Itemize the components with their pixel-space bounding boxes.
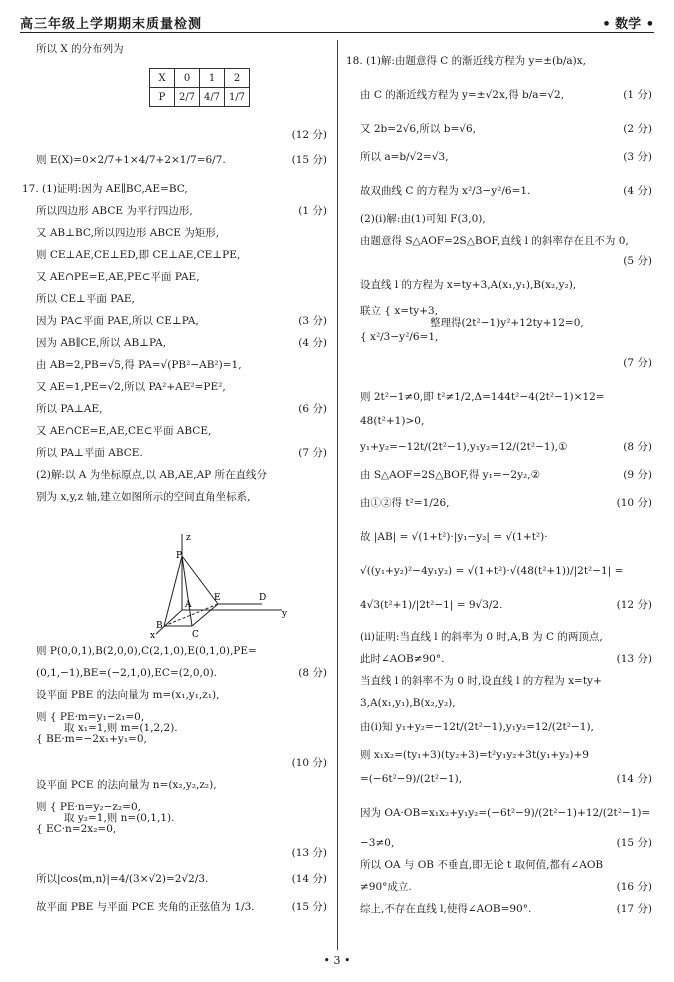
- score-mark: (7 分): [623, 357, 652, 369]
- line-text: y₁+y₂=−12t/(2t²−1),y₁y₂=12/(2t²−1),①: [360, 441, 568, 453]
- line-text: 又 AE∩PE=E,AE,PE⊂平面 PAE,: [36, 271, 200, 283]
- line-text: 因为 OA·OB=x₁x₂+y₁y₂=(−6t²−9)/(2t²−1)+12/(2t²−1)=: [360, 807, 651, 819]
- line-text: 所以 PA⊥AE,: [36, 403, 103, 415]
- score-mark: (13 分): [616, 653, 652, 665]
- line-text: 由①②得 t²=1/26,: [360, 497, 450, 509]
- score-mark: (3 分): [298, 315, 327, 327]
- column-divider: [337, 40, 338, 950]
- line-text: 又 AE∩CE=E,AE,CE⊂平面 ABCE,: [36, 425, 212, 437]
- line-text: 当直线 l 的斜率不为 0 时,设直线 l 的方程为 x=ty+: [360, 675, 602, 687]
- line-text: 则 2t²−1≠0,即 t²≠1/2,Δ=144t²−4(2t²−1)×12=: [360, 391, 605, 403]
- page-header: [20, 10, 654, 33]
- label-B: B: [156, 621, 163, 631]
- score-mark: (12 分): [616, 599, 652, 611]
- score-mark: (15 分): [291, 901, 327, 913]
- label-P: P: [176, 551, 183, 561]
- line-text: =(−6t²−9)/(2t²−1),: [360, 773, 463, 785]
- line-text: 则 { PE·n=y₂−z₂=0,: [36, 801, 141, 813]
- line-text: ≠90°成立.: [360, 881, 412, 893]
- line-text: { BE·m=−2x₁+y₁=0,: [36, 733, 147, 745]
- line-text: 由(i)知 y₁+y₂=−12t/(2t²−1),y₁y₂=12/(2t²−1),: [360, 721, 594, 733]
- line-text: (2)解:以 A 为坐标原点,以 AB,AE,AP 所在直线分: [36, 469, 268, 481]
- line-text: 由题意得 S△AOF=2S△BOF,直线 l 的斜率存在且不为 0,: [360, 235, 629, 247]
- label-z: z: [186, 533, 191, 543]
- score-mark: (9 分): [623, 469, 652, 481]
- table-cell: 0: [175, 69, 200, 88]
- score-mark: (4 分): [298, 337, 327, 349]
- score-mark: (3 分): [623, 151, 652, 163]
- score-mark: (1 分): [298, 205, 327, 217]
- subject-label: • 数学 •: [602, 17, 654, 32]
- score-mark: (15 分): [616, 837, 652, 849]
- line-text: 综上,不存在直线 l,使得∠AOB=90°.: [360, 903, 532, 915]
- score-mark: (1 分): [623, 89, 652, 101]
- table-cell: 1: [200, 69, 225, 88]
- line-text: −3≠0,: [360, 837, 395, 849]
- score-mark: (13 分): [291, 847, 327, 859]
- line-text: 因为 PA⊂平面 PAE,所以 CE⊥PA,: [36, 315, 199, 327]
- line-text: 联立 { x=ty+3,: [360, 305, 439, 317]
- table-cell: P: [150, 88, 175, 107]
- line-text: 所以 CE⊥平面 PAE,: [36, 293, 135, 305]
- distribution-table: [149, 68, 250, 107]
- line-text: { x²/3−y²/6=1,: [360, 331, 439, 343]
- table-cell: 2/7: [175, 88, 200, 107]
- score-mark: (16 分): [616, 881, 652, 893]
- line-text: 所以 PA⊥平面 ABCE.: [36, 447, 143, 459]
- score-mark: (7 分): [298, 447, 327, 459]
- line-text: 则 CE⊥AE,CE⊥ED,即 CE⊥AE,CE⊥PE,: [36, 249, 241, 261]
- line-text: 48(t²+1)>0,: [360, 415, 425, 427]
- line-text: 则 x₁x₂=(ty₁+3)(ty₂+3)=t²y₁y₂+3t(y₁+y₂)+9: [360, 749, 589, 761]
- score-mark: (14 分): [616, 773, 652, 785]
- line-text: 17. (1)证明:因为 AE∥BC,AE=BC,: [22, 183, 188, 195]
- page-number: • 3 •: [323, 954, 351, 967]
- line-text: { EC·n=2x₂=0,: [36, 823, 117, 835]
- label-E: E: [214, 593, 221, 603]
- score-mark: (12 分): [291, 129, 327, 141]
- line-text: 整理得(2t²−1)y²+12ty+12=0,: [430, 317, 584, 329]
- table-cell: 1/7: [225, 88, 250, 107]
- line-text: 18. (1)解:由题意得 C 的渐近线方程为 y=±(b/a)x,: [346, 55, 586, 67]
- line-text: √((y₁+y₂)²−4y₁y₂) = √(1+t²)·√(48(t²+1))/|2t²−1| =: [360, 565, 624, 577]
- line-text: 取 y₂=1,则 n=(0,1,1).: [64, 812, 175, 824]
- line-text: 所以四边形 ABCE 为平行四边形,: [36, 205, 193, 217]
- line-text: 所以 OA 与 OB 不垂直,即无论 t 取何值,都有∠AOB: [360, 859, 604, 871]
- line-text: 所以|cos⟨m,n⟩|=4/(3×√2)=2√2/3.: [36, 873, 209, 885]
- line-text: 又 2b=2√6,所以 b=√6,: [360, 123, 476, 135]
- line-text: 则 P(0,0,1),B(2,0,0),C(2,1,0),E(0,1,0),PE=: [36, 645, 257, 657]
- line-text: 别为 x,y,z 轴,建立如图所示的空间直角坐标系,: [36, 491, 251, 503]
- line-text: 因为 AB∥CE,所以 AB⊥PA,: [36, 337, 167, 349]
- table-cell: 4/7: [200, 88, 225, 107]
- line-text: (ii)证明:当直线 l 的斜率为 0 时,A,B 为 C 的两顶点,: [360, 631, 603, 643]
- line-text: 故 |AB| = √(1+t²)·|y₁−y₂| = √(1+t²)·: [360, 531, 548, 543]
- line-text: 又 AB⊥BC,所以四边形 ABCE 为矩形,: [36, 227, 220, 239]
- line-text: 则 E(X)=0×2/7+1×4/7+2×1/7=6/7.: [36, 154, 226, 166]
- table-cell: 2: [225, 69, 250, 88]
- score-mark: (14 分): [291, 873, 327, 885]
- label-A: A: [185, 600, 192, 610]
- exam-title: 高三年级上学期期末质量检测: [20, 17, 203, 32]
- line-text: 故平面 PBE 与平面 PCE 夹角的正弦值为 1/3.: [36, 901, 255, 913]
- line-text: 设直线 l 的方程为 x=ty+3,A(x₁,y₁),B(x₂,y₂),: [360, 279, 577, 291]
- score-mark: (8 分): [623, 441, 652, 453]
- score-mark: (8 分): [298, 667, 327, 679]
- line-text: 4√3(t²+1)/|2t²−1| = 9√3/2.: [360, 599, 503, 611]
- line-text: 取 x₁=1,则 m=(1,2,2).: [64, 722, 178, 734]
- score-mark: (17 分): [616, 903, 652, 915]
- line-text: (0,1,−1),BE=(−2,1,0),EC=(2,0,0).: [36, 667, 218, 679]
- coordinate-figure: [142, 530, 302, 640]
- line-text: 由 C 的渐近线方程为 y=±√2x,得 b/a=√2,: [360, 89, 565, 101]
- line-text: 所以 X 的分布列为: [36, 43, 124, 55]
- line-text: 由 S△AOF=2S△BOF,得 y₁=−2y₂,②: [360, 469, 540, 481]
- label-y: y: [282, 609, 288, 619]
- score-mark: (6 分): [298, 403, 327, 415]
- score-mark: (5 分): [623, 255, 652, 267]
- line-text: 设平面 PBE 的法向量为 m=(x₁,y₁,z₁),: [36, 689, 220, 701]
- table-cell: X: [150, 69, 175, 88]
- score-mark: (10 分): [616, 497, 652, 509]
- score-mark: (15 分): [291, 154, 327, 166]
- line-text: 又 AE=1,PE=√2,所以 PA²+AE²=PE²,: [36, 381, 226, 393]
- line-text: 此时∠AOB≠90°.: [360, 653, 445, 665]
- score-mark: (4 分): [623, 185, 652, 197]
- line-text: (2)(i)解:由(1)可知 F(3,0),: [360, 213, 486, 225]
- score-mark: (10 分): [291, 757, 327, 769]
- line-text: 由 AB=2,PB=√5,得 PA=√(PB²−AB²)=1,: [36, 359, 242, 371]
- label-x: x: [150, 631, 156, 640]
- line-text: 则 { PE·m=y₁−z₁=0,: [36, 711, 145, 723]
- line-text: 设平面 PCE 的法向量为 n=(x₂,y₂,z₂),: [36, 779, 217, 791]
- line-text: 故双曲线 C 的方程为 x²/3−y²/6=1.: [360, 185, 531, 197]
- score-mark: (2 分): [623, 123, 652, 135]
- line-text: 3,A(x₁,y₁),B(x₂,y₂),: [360, 697, 456, 709]
- label-D: D: [259, 593, 267, 603]
- label-C: C: [192, 630, 199, 640]
- line-text: 所以 a=b/√2=√3,: [360, 151, 449, 163]
